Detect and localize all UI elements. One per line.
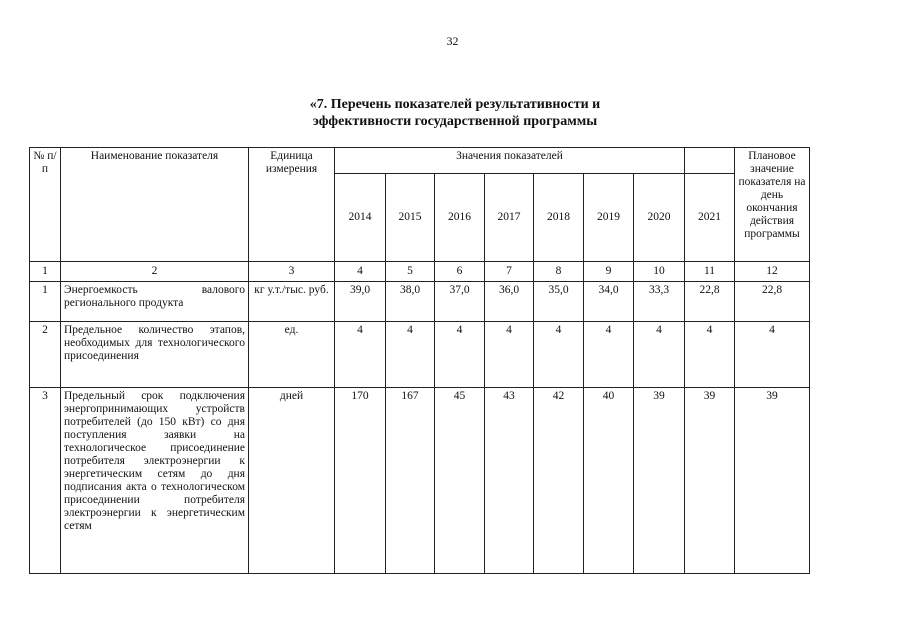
row-value: 39,0 xyxy=(335,282,386,322)
header-unit: Единица измерения xyxy=(249,148,335,262)
column-number: 1 xyxy=(30,262,61,282)
row-value: 4 xyxy=(685,322,735,388)
column-number: 8 xyxy=(534,262,584,282)
row-unit: ед. xyxy=(249,322,335,388)
row-value: 33,3 xyxy=(634,282,685,322)
header-year: 2018 xyxy=(534,174,584,262)
table-row xyxy=(30,388,810,574)
header-year: 2021 xyxy=(685,174,735,262)
row-value: 42 xyxy=(534,388,584,574)
row-value: 35,0 xyxy=(534,282,584,322)
row-num: 2 xyxy=(30,322,61,388)
table-row xyxy=(30,322,810,388)
row-value: 4 xyxy=(584,322,634,388)
row-value: 4 xyxy=(534,322,584,388)
column-number: 4 xyxy=(335,262,386,282)
row-num: 3 xyxy=(30,388,61,574)
document-title-line-1: «7. Перечень показателей результативности и xyxy=(309,97,601,112)
row-name: Предельный срок подключения энергопринимающих устройств потребителей (до 150 кВт) со дня поступления заявки на технологическое присоединение потребителя электроэнергии к энергетическим сетям до дня подписания акта о технологическом присоединении потребителя электроэнергии к энергетическим сетям xyxy=(61,388,249,574)
row-unit: дней xyxy=(249,388,335,574)
row-planned: 22,8 xyxy=(735,282,810,322)
column-number: 12 xyxy=(735,262,810,282)
row-value: 22,8 xyxy=(685,282,735,322)
column-number: 5 xyxy=(386,262,435,282)
column-number: 2 xyxy=(61,262,249,282)
header-year: 2015 xyxy=(386,174,435,262)
header-year: 2017 xyxy=(485,174,534,262)
document-title-line-2: эффективности государственной программы xyxy=(312,114,598,129)
header-planned: Плановое значение показателя на день окончания действия программы xyxy=(735,148,810,262)
column-numbers-row xyxy=(30,262,810,282)
row-value: 167 xyxy=(386,388,435,574)
document-title xyxy=(200,96,710,130)
page-number: 32 xyxy=(446,34,459,48)
header-empty-2021 xyxy=(685,148,735,174)
column-number: 11 xyxy=(685,262,735,282)
table-row xyxy=(30,282,810,322)
column-number: 3 xyxy=(249,262,335,282)
row-value: 38,0 xyxy=(386,282,435,322)
row-value: 4 xyxy=(335,322,386,388)
row-value: 43 xyxy=(485,388,534,574)
header-num: № п/п xyxy=(30,148,61,262)
header-year: 2019 xyxy=(584,174,634,262)
row-planned: 39 xyxy=(735,388,810,574)
row-value: 34,0 xyxy=(584,282,634,322)
indicators-table xyxy=(29,147,810,574)
row-name: Энергоемкость валового регионального продукта xyxy=(61,282,249,322)
column-number: 7 xyxy=(485,262,534,282)
row-value: 39 xyxy=(685,388,735,574)
row-value: 170 xyxy=(335,388,386,574)
row-unit: кг у.т./тыс. руб. xyxy=(249,282,335,322)
row-value: 39 xyxy=(634,388,685,574)
header-row xyxy=(30,148,810,174)
row-value: 45 xyxy=(435,388,485,574)
row-num: 1 xyxy=(30,282,61,322)
header-name: Наименование показателя xyxy=(61,148,249,262)
column-number: 9 xyxy=(584,262,634,282)
header-year: 2014 xyxy=(335,174,386,262)
row-value: 40 xyxy=(584,388,634,574)
row-value: 36,0 xyxy=(485,282,534,322)
row-value: 4 xyxy=(485,322,534,388)
column-number: 6 xyxy=(435,262,485,282)
header-year: 2020 xyxy=(634,174,685,262)
row-value: 4 xyxy=(634,322,685,388)
row-name: Предельное количество этапов, необходимых для технологического присоединения xyxy=(61,322,249,388)
row-planned: 4 xyxy=(735,322,810,388)
row-value: 4 xyxy=(386,322,435,388)
row-value: 4 xyxy=(435,322,485,388)
header-year: 2016 xyxy=(435,174,485,262)
header-values-group: Значения показателей xyxy=(335,148,685,174)
column-number: 10 xyxy=(634,262,685,282)
row-value: 37,0 xyxy=(435,282,485,322)
